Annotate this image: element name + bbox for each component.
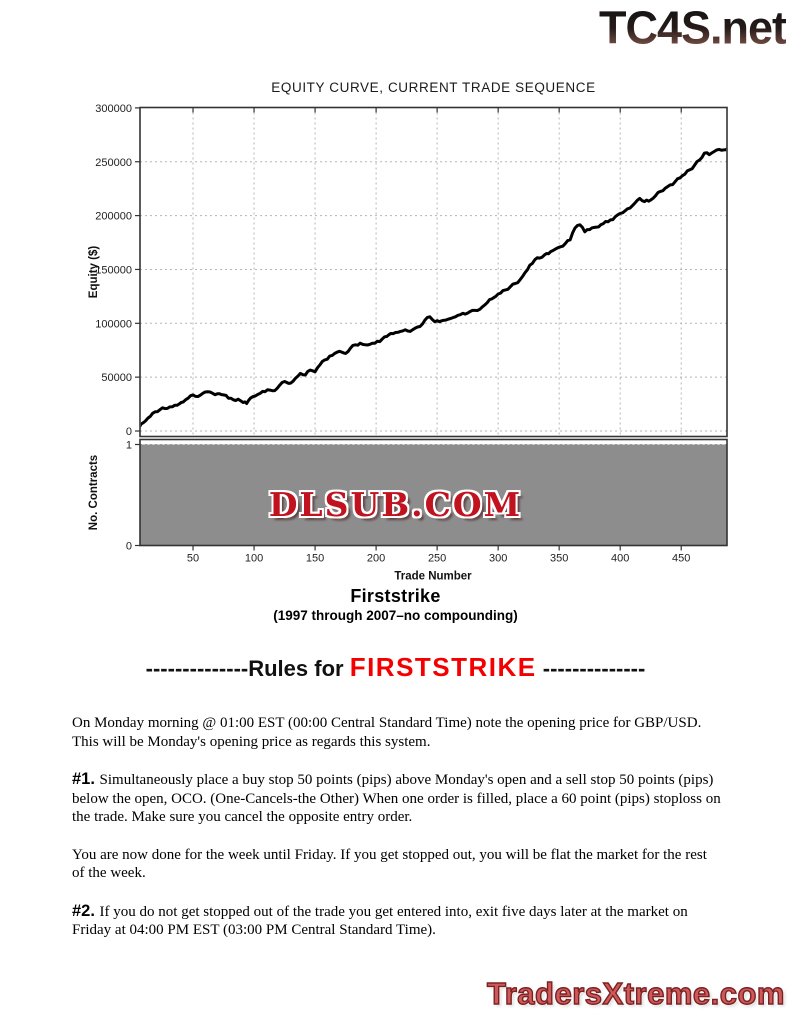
svg-text:100: 100 [244,552,264,565]
rules-dashes-left: -------------- [145,656,249,681]
svg-text:1: 1 [125,439,132,452]
svg-text:300000: 300000 [95,102,132,115]
svg-text:0: 0 [125,426,132,438]
rule-paragraph: #2. If you do not get stopped out of the trade you get entered into, exit five days later at the market on Friday at 04:00 PM EST (03:00 PM Central Standard Time). [72,901,688,938]
svg-text:300: 300 [488,552,508,565]
rule-paragraph: You are now done for the week until Friday. If you get stopped out, you will be flat the market for the rest of the week. [72,846,707,881]
svg-text:200: 200 [366,552,386,565]
dlsub-watermark: DLSUB.COM [268,485,523,524]
svg-text:250000: 250000 [95,156,132,169]
tradersxtreme-logo: TradersXtreme.com [487,976,785,1011]
system-subtitle: (1997 through 2007–no compounding) [273,608,518,623]
chart-caption [0,586,791,623]
svg-text:100000: 100000 [95,318,132,331]
rules-dashes-right: -------------- [536,656,646,681]
rules-body [72,714,722,959]
rule-number: #2. [72,901,100,920]
chart-title: EQUITY CURVE, CURRENT TRADE SEQUENCE [271,80,596,95]
svg-text:Trade Number: Trade Number [394,570,472,583]
rule-paragraph: #1. Simultaneously place a buy stop 50 points (pips) above Monday's open and a sell stop 50 points (pips) below the open, OCO. (One-Cancels-the Other) When one order is filled, place a 60 point (pips) stoploss on the trade. Make sure you cancel the opposite entry order. [72,770,721,825]
tc4s-logo: TC4S.net [598,1,786,54]
svg-text:350: 350 [549,552,569,565]
svg-text:450: 450 [672,552,691,565]
svg-text:250: 250 [427,552,447,565]
rule-paragraph: On Monday morning @ 01:00 EST (00:00 Central Standard Time) note the opening price for GBP/USD. This will be Monday's opening price as regards this system. [72,715,702,750]
svg-text:50000: 50000 [101,372,132,385]
rules-heading [0,652,791,683]
equity-curve-line [133,148,727,431]
svg-text:400: 400 [611,552,630,565]
svg-text:150000: 150000 [95,264,132,277]
rules-system-name: FIRSTSTRIKE [349,652,537,682]
rules-label: Rules for [248,656,350,681]
system-name: Firststrike [350,586,441,606]
rule-number: #1. [72,770,100,788]
svg-text:200000: 200000 [95,210,132,223]
svg-text:0: 0 [125,540,132,553]
svg-text:50: 50 [186,552,200,565]
svg-text:No. Contracts: No. Contracts [88,454,100,531]
svg-text:Equity ($): Equity ($) [88,245,100,299]
svg-text:150: 150 [305,552,325,565]
